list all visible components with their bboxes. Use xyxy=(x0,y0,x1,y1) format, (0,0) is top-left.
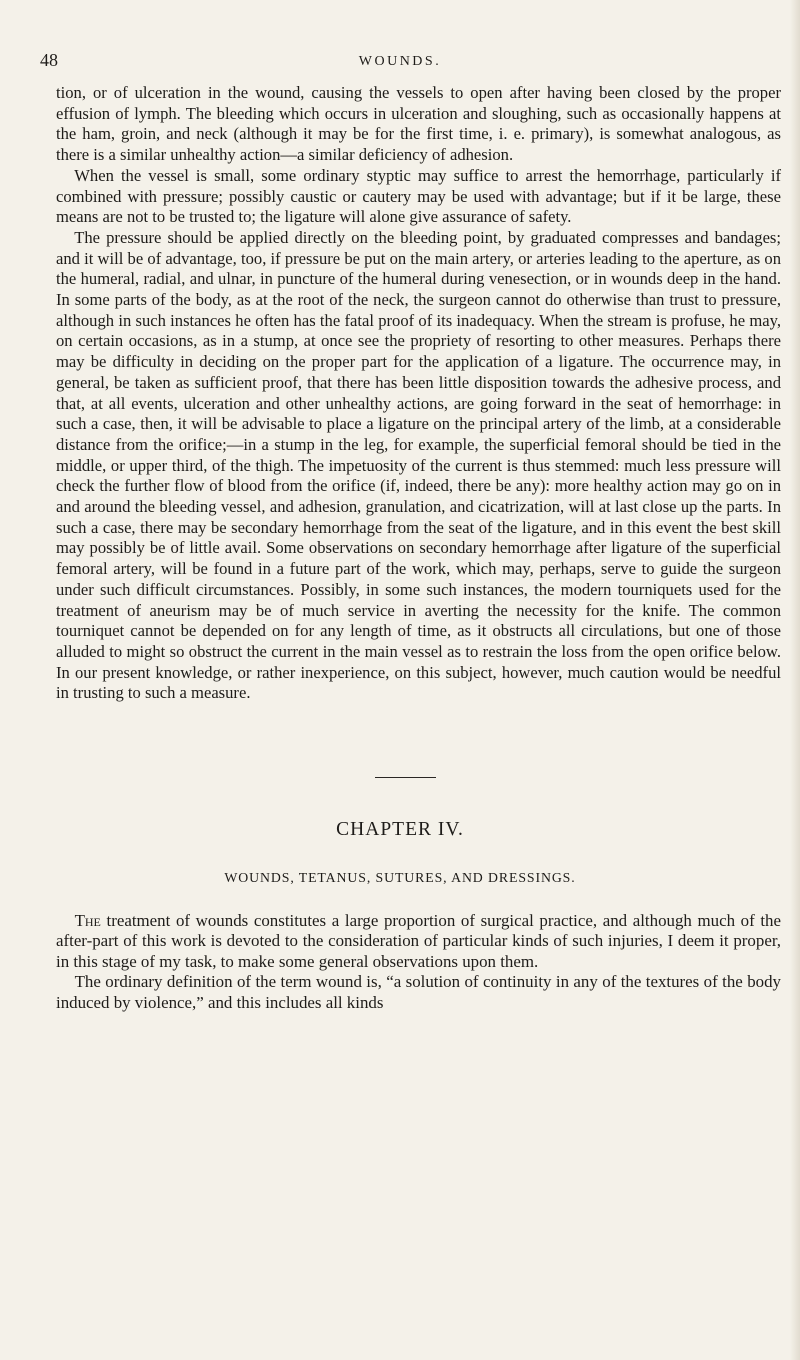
chapter-opening-word: The xyxy=(74,911,101,930)
chapter-subtitle: WOUNDS, TETANUS, SUTURES, AND DRESSINGS. xyxy=(224,870,576,885)
paragraph xyxy=(56,911,781,972)
chapter-text xyxy=(56,911,781,1013)
chapter-title: CHAPTER IV. xyxy=(336,819,464,840)
running-head: WOUNDS. xyxy=(358,54,442,69)
paragraph-text: treatment of wounds constitutes a large proportion of surgical practice, and although much of the after-part of this work is devoted to the consideration of particular kinds of such injuries, I deem it proper, in this stage of my task, to make some general observations upon them. xyxy=(56,911,781,971)
page-number: 48 xyxy=(40,50,58,70)
body-text xyxy=(56,83,781,704)
page-edge-shadow xyxy=(790,0,800,1360)
paragraph: The ordinary definition of the term wound is, “a solution of continuity in any of the textures of the body induced by violence,” and this includes all kinds xyxy=(56,972,781,1012)
paragraph: When the vessel is small, some ordinary styptic may suffice to arrest the hemorrhage, particularly if combined with pressure; possibly caustic or cautery may be used with advantage; but if it be large, these means are not to be trusted to; the ligature will alone give assurance of safety. xyxy=(56,165,781,227)
paragraph: tion, or of ulceration in the wound, causing the vessels to open after having been closed by the proper effusion of lymph. The bleeding which occurs in ulceration and sloughing, such as occasionally happens at the ham, groin, and neck (although it may be for the first time, i. e. primary), is somewhat analogous, as there is a similar unhealthy action—a similar deficiency of adhesion. xyxy=(56,83,781,165)
section-divider-rule xyxy=(375,777,436,778)
paragraph: The pressure should be applied directly on the bleeding point, by graduated compresses and bandages; and it will be of advantage, too, if pressure be put on the main artery, or arteries leading to the aperture, as on the humeral, radial, and ulnar, in puncture of the humeral during venesection, or in wounds deep in the hand. In some parts of the body, as at the root of the neck, the surgeon cannot do otherwise than trust to pressure, although in such instances he often has the fatal proof of its inadequacy. When the stream is profuse, he may, on certain occasions, as in a stump, at once see the propriety of resorting to other measures. Perhaps there may be difficulty in deciding on the proper part for the application of a ligature. The occurrence may, in general, be taken as sufficient proof, that there has been little disposition towards the adhesive process, and that, at all events, ulceration and other unhealthy actions, are going forward in the seat of hemorrhage: in such a case, then, it will be advisable to place a ligature on the principal artery of the limb, at a considerable distance from the orifice;—in a stump in the leg, for example, the superficial femoral should be tied in the middle, or upper third, of the thigh. The impetuosity of the current is thus stemmed: much less pressure will check the further flow of blood from the orifice (if, indeed, there be any): more healthy action may go on in and around the bleeding vessel, and adhesion, granulation, and cicatrization, will at last close up the parts. In such a case, there may be secondary hemorrhage from the seat of the ligature, and in this event the best skill may possibly be of little avail. Some observations on secondary hemorrhage after ligature of the superficial femoral artery, will be found in a future part of the work, which may, perhaps, serve to guide the surgeon under such difficult circumstances. Possibly, in some such instances, the modern tourniquets used for the treatment of aneurism may be of much service in averting the necessity for the knife. The common tourniquet cannot be depended on for any length of time, as it obstructs all circulations, but one of those alluded to might so obstruct the current in the main vessel as to restrain the loss from the open orifice below. In our present knowledge, or rather inexperience, on this subject, however, much caution would be needful in trusting to such a measure. xyxy=(56,227,781,703)
